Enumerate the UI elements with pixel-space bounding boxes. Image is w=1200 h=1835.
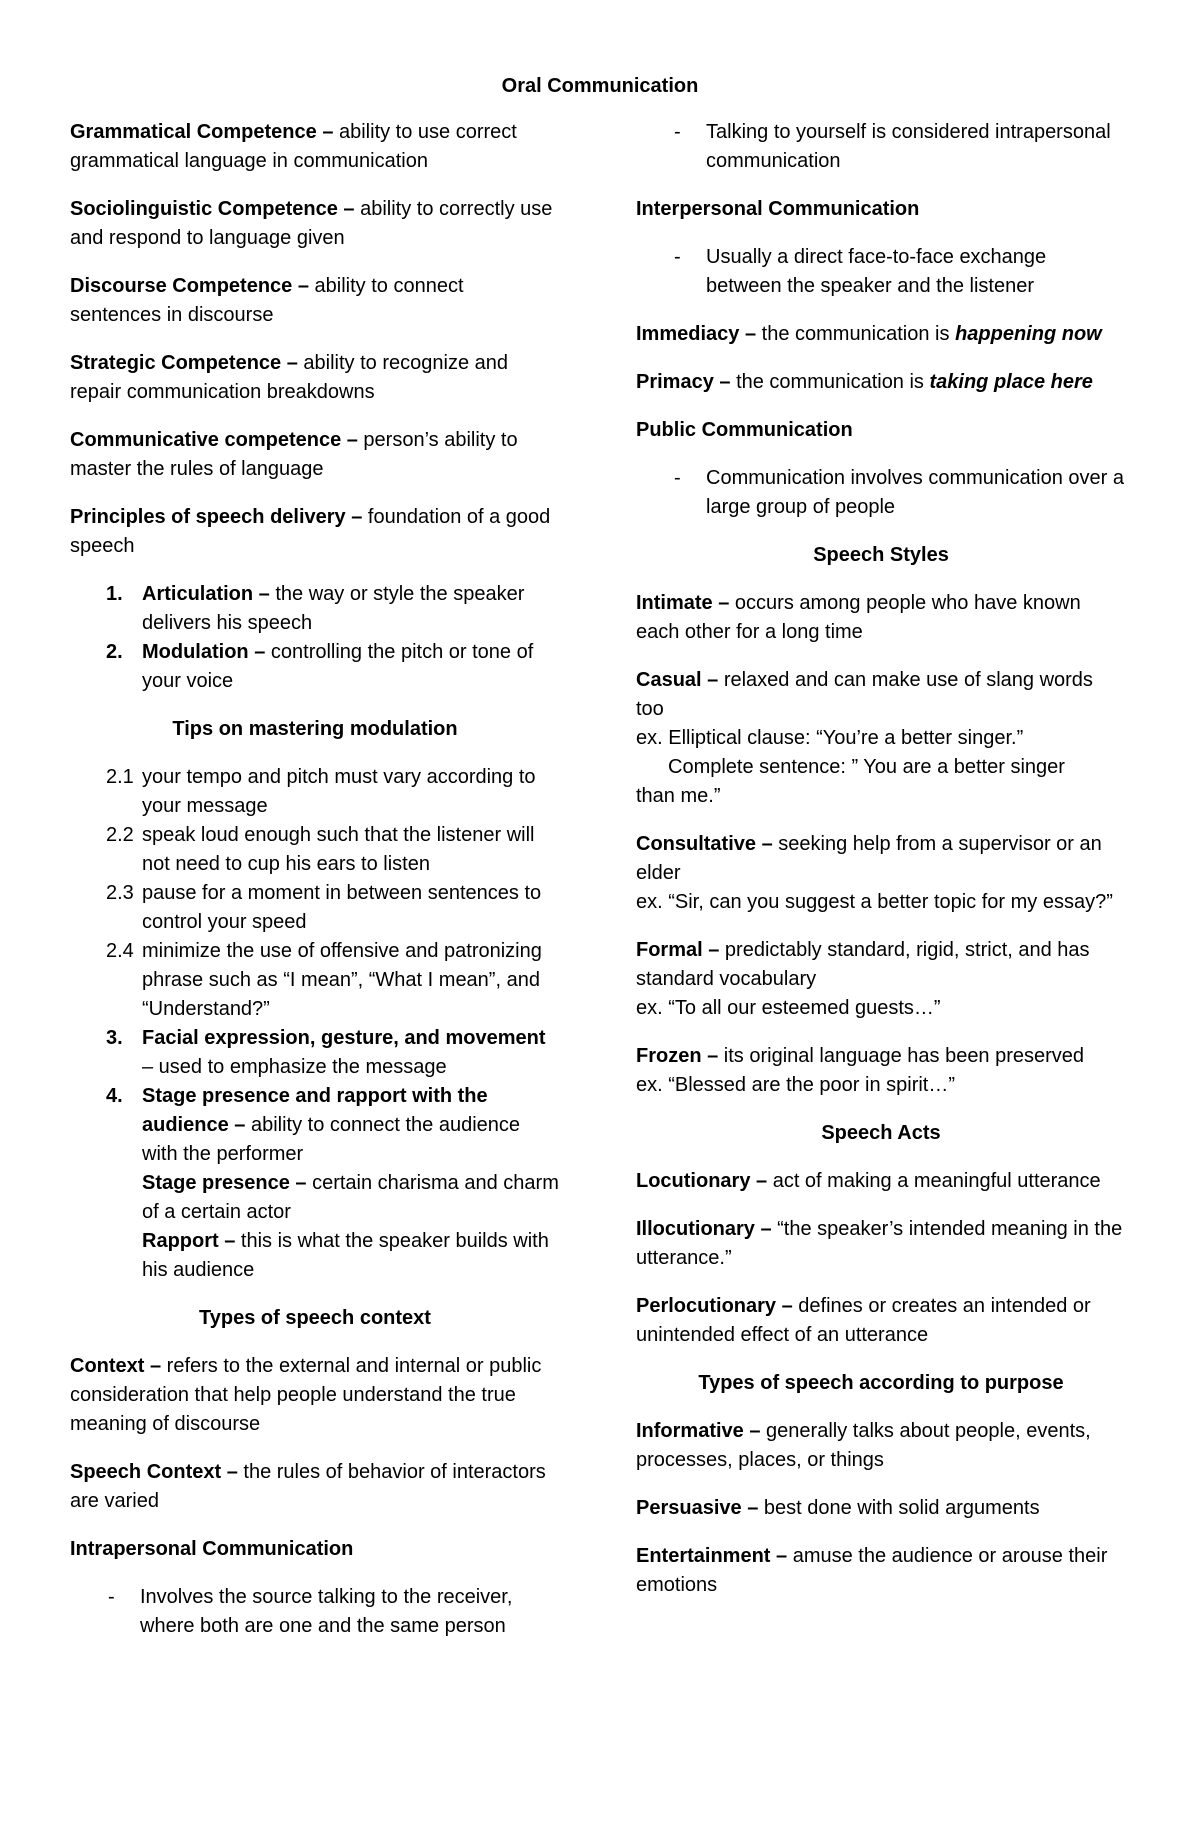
list-item-facial-expression	[70, 1024, 560, 1082]
definition: ability to connect the audience with the performer	[142, 1114, 521, 1165]
term: Grammatical Competence –	[70, 121, 334, 143]
list-item-modulation	[70, 638, 560, 696]
tip-text: pause for a moment in between sentences to control your speed	[142, 882, 542, 933]
definition: its original language has been preserved	[718, 1045, 1085, 1067]
definition-formal	[636, 936, 1126, 1023]
list-number: 2.2	[106, 824, 134, 846]
definition-immediacy	[636, 320, 1126, 349]
term: Informative –	[636, 1420, 761, 1442]
list-item-tip	[70, 763, 560, 821]
definition-perlocutionary	[636, 1292, 1126, 1350]
definition-casual	[636, 666, 1126, 811]
definition: seeking help from a supervisor or an elder	[636, 833, 1102, 884]
definition: foundation of a good speech	[70, 506, 551, 557]
bullet-item-interpersonal	[636, 243, 1126, 301]
numbered-list-delivery-2	[70, 1024, 560, 1285]
term: Primacy –	[636, 371, 731, 393]
dash-bullet: -	[108, 1586, 115, 1608]
term: Articulation –	[142, 583, 270, 605]
consultative-line	[636, 830, 1126, 888]
list-item-stage-presence-rapport	[70, 1082, 560, 1169]
tip-text: your tempo and pitch must vary according to your message	[142, 766, 536, 817]
section-heading-tips: Tips on mastering modulation	[172, 718, 458, 740]
term: Facial expression, gesture, and movement	[142, 1027, 546, 1049]
definition-grammatical-competence	[70, 118, 560, 176]
definition: the communication is	[756, 323, 956, 345]
definition: relaxed and can make use of slang words too	[636, 669, 1093, 720]
term: Perlocutionary –	[636, 1295, 793, 1317]
term: Immediacy –	[636, 323, 757, 345]
definition: best done with solid arguments	[758, 1497, 1040, 1519]
definition-communicative-competence	[70, 426, 560, 484]
emphasis: taking place here	[929, 371, 1093, 393]
definition-persuasive	[636, 1494, 1126, 1523]
definition-discourse-competence	[70, 272, 560, 330]
definition: ability to use correct grammatical language in communication	[70, 121, 517, 172]
definition: controlling the pitch or tone of your voice	[142, 641, 534, 692]
list-number: 3.	[106, 1027, 123, 1049]
definition: ability to correctly use and respond to language given	[70, 198, 553, 249]
list-number: 2.	[106, 641, 123, 663]
list-item-articulation	[70, 580, 560, 638]
definition: the rules of behavior of interactors are varied	[70, 1461, 546, 1512]
list-number: 2.4	[106, 940, 134, 962]
list-number: 2.3	[106, 882, 134, 904]
example-line: than me.”	[636, 785, 721, 807]
term: Locutionary –	[636, 1170, 768, 1192]
sub-definition-stage-presence	[70, 1169, 560, 1227]
bullet-item-intrapersonal	[70, 1583, 560, 1641]
definition-strategic-competence	[70, 349, 560, 407]
term: Strategic Competence –	[70, 352, 298, 374]
heading-public-communication: Public Communication	[636, 419, 853, 441]
bullet-text: Involves the source talking to the receiver, where both are one and the same person	[140, 1586, 513, 1637]
definition: ability to connect sentences in discourse	[70, 275, 464, 326]
definition-sociolinguistic-competence	[70, 195, 560, 253]
term: Illocutionary –	[636, 1218, 772, 1240]
definition-consultative	[636, 830, 1126, 917]
term: Context –	[70, 1355, 162, 1377]
definition: defines or creates an intended or unintended effect of an utterance	[636, 1295, 1091, 1346]
list-number: 4.	[106, 1085, 123, 1107]
definition-principles-of-speech-delivery	[70, 503, 560, 561]
example-line: ex. “Blessed are the poor in spirit…”	[636, 1074, 956, 1096]
bullet-text: Communication involves communication over a large group of people	[706, 467, 1124, 518]
definition-intimate	[636, 589, 1126, 647]
frozen-line	[636, 1042, 1126, 1071]
definition-illocutionary	[636, 1215, 1126, 1273]
bullet-text: Talking to yourself is considered intrapersonal communication	[706, 121, 1111, 172]
definition: person’s ability to master the rules of language	[70, 429, 518, 480]
term: Stage presence and rapport with the audience –	[142, 1085, 488, 1136]
definition-frozen	[636, 1042, 1126, 1100]
definition: refers to the external and internal or public consideration that help people understand the true meaning of discourse	[70, 1355, 542, 1435]
section-heading-speech-purpose: Types of speech according to purpose	[698, 1372, 1064, 1394]
dash-bullet: -	[674, 121, 681, 143]
definition: occurs among people who have known each other for a long time	[636, 592, 1081, 643]
bullet-item-talking-to-yourself	[636, 118, 1126, 176]
term: Rapport –	[142, 1230, 236, 1252]
definition: – used to emphasize the message	[142, 1056, 447, 1078]
definition: ability to recognize and repair communication breakdowns	[70, 352, 508, 403]
definition: predictably standard, rigid, strict, and has standard vocabulary	[636, 939, 1090, 990]
term: Persuasive –	[636, 1497, 759, 1519]
term: Sociolinguistic Competence –	[70, 198, 355, 220]
formal-line	[636, 936, 1126, 994]
numbered-list-tips	[70, 763, 560, 1024]
example-line: ex. “To all our esteemed guests…”	[636, 997, 941, 1019]
example-line: ex. “Sir, can you suggest a better topic for my essay?”	[636, 891, 1113, 913]
list-item-tip	[70, 821, 560, 879]
term: Formal –	[636, 939, 720, 961]
term: Principles of speech delivery –	[70, 506, 363, 528]
right-column	[636, 118, 1126, 1619]
section-heading-speech-context: Types of speech context	[199, 1307, 431, 1329]
definition: this is what the speaker builds with his audience	[142, 1230, 549, 1281]
definition: generally talks about people, events, processes, places, or things	[636, 1420, 1091, 1471]
list-item-tip	[70, 879, 560, 937]
section-heading-speech-styles: Speech Styles	[813, 544, 949, 566]
example-line: ex. Elliptical clause: “You’re a better singer.”	[636, 727, 1024, 749]
definition: amuse the audience or arouse their emotions	[636, 1545, 1108, 1596]
term: Intimate –	[636, 592, 730, 614]
term: Speech Context –	[70, 1461, 238, 1483]
term: Communicative competence –	[70, 429, 358, 451]
list-number: 2.1	[106, 766, 134, 788]
definition-locutionary	[636, 1167, 1126, 1196]
term: Frozen –	[636, 1045, 719, 1067]
list-number: 1.	[106, 583, 123, 605]
definition-context	[70, 1352, 560, 1439]
heading-intrapersonal-communication: Intrapersonal Communication	[70, 1538, 354, 1560]
example-line: Complete sentence: ” You are a better singer	[668, 756, 1065, 778]
definition: certain charisma and charm of a certain actor	[142, 1172, 559, 1223]
term: Modulation –	[142, 641, 266, 663]
definition: “the speaker’s intended meaning in the utterance.”	[636, 1218, 1123, 1269]
definition-informative	[636, 1417, 1126, 1475]
tip-text: minimize the use of offensive and patronizing phrase such as “I mean”, “What I mean”, and “Understand?”	[142, 940, 542, 1020]
page-title: Oral Communication	[501, 75, 699, 97]
casual-line	[636, 666, 1126, 724]
definition-speech-context	[70, 1458, 560, 1516]
heading-interpersonal-communication: Interpersonal Communication	[636, 198, 920, 220]
definition-primacy	[636, 368, 1126, 397]
sub-definition-rapport	[70, 1227, 560, 1285]
definition-entertainment	[636, 1542, 1126, 1600]
term: Stage presence –	[142, 1172, 307, 1194]
dash-bullet: -	[674, 467, 681, 489]
definition: the communication is	[730, 371, 930, 393]
definition: the way or style the speaker delivers his speech	[142, 583, 525, 634]
term: Entertainment –	[636, 1545, 788, 1567]
dash-bullet: -	[674, 246, 681, 268]
bullet-text: Usually a direct face-to-face exchange between the speaker and the listener	[706, 246, 1047, 297]
section-heading-speech-acts: Speech Acts	[821, 1122, 941, 1144]
term: Casual –	[636, 669, 719, 691]
tip-text: speak loud enough such that the listener will not need to cup his ears to listen	[142, 824, 535, 875]
term: Consultative –	[636, 833, 773, 855]
bullet-item-public	[636, 464, 1126, 522]
list-item-tip	[70, 937, 560, 1024]
term: Discourse Competence –	[70, 275, 309, 297]
emphasis: happening now	[955, 323, 1102, 345]
definition: act of making a meaningful utterance	[767, 1170, 1101, 1192]
numbered-list-delivery-1	[70, 580, 560, 696]
left-column	[70, 118, 560, 1660]
